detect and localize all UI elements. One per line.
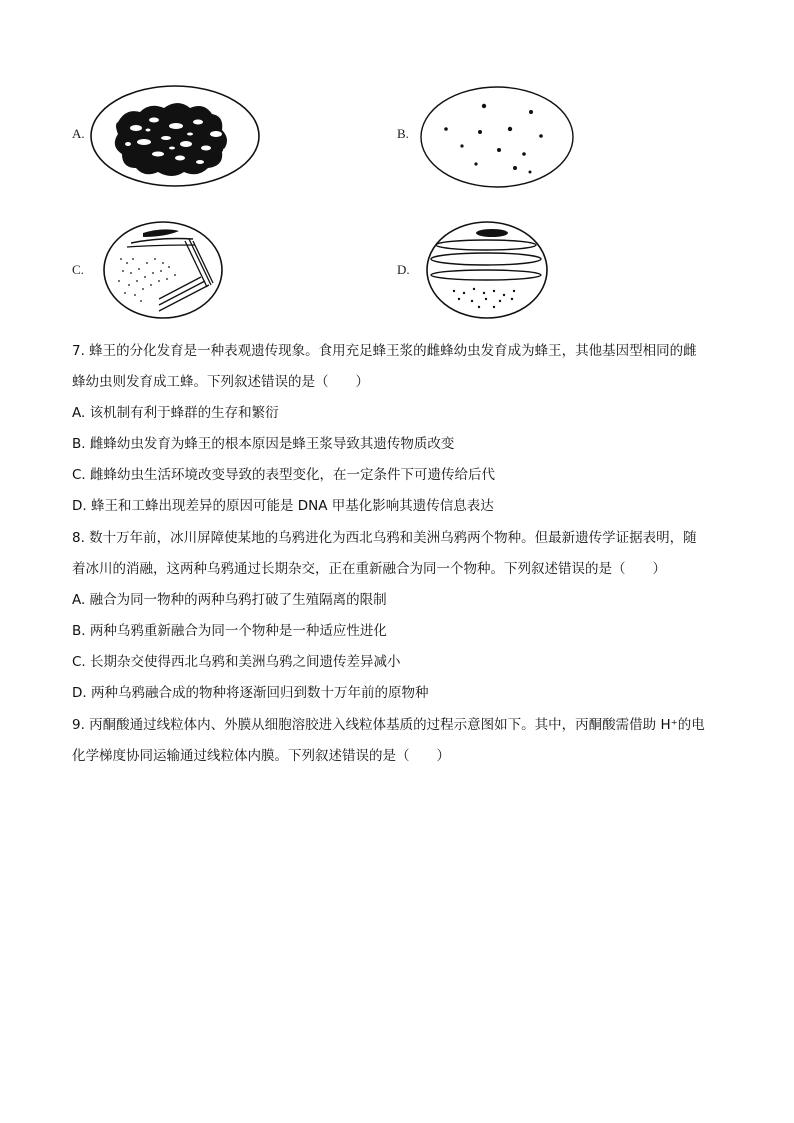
q8-option-c: C. 长期杂交使得西北乌鸦和美洲乌鸦之间遗传差异减小 bbox=[72, 654, 401, 670]
q8-option-a: A. 融合为同一物种的两种乌鸦打破了生殖隔离的限制 bbox=[72, 592, 387, 608]
q8-stem-line-2: 着冰川的消融，这两种乌鸦通过长期杂交，正在重新融合为同一个物种。下列叙述错误的是（ ） bbox=[72, 561, 666, 577]
q7-option-d: D. 蜂王和工蜂出现差异的原因可能是 DNA 甲基化影响其遗传信息表达 bbox=[72, 498, 494, 514]
option-label-a: A. bbox=[72, 126, 85, 141]
option-label-b: B. bbox=[397, 126, 409, 141]
q7-option-b: B. 雌蜂幼虫发育为蜂王的根本原因是蜂王浆导致其遗传物质改变 bbox=[72, 436, 455, 452]
q8-stem-line-1: 8. 数十万年前，冰川屏障使某地的乌鸦进化为西北乌鸦和美洲乌鸦两个物种。但最新遗传学证据表明，随 bbox=[72, 530, 697, 546]
plate-b-scattered-colonies bbox=[418, 84, 576, 190]
q9-stem-line-1: 9. 丙酮酸通过线粒体内、外膜从细胞溶胶进入线粒体基质的过程示意图如下。其中，丙酮酸需借助 H⁺的电 bbox=[72, 717, 705, 733]
option-label-d: D. bbox=[397, 262, 410, 277]
plate-c-streak-plate bbox=[101, 219, 225, 321]
q9-stem-line-2: 化学梯度协同运输通过线粒体内膜。下列叙述错误的是（ ） bbox=[72, 748, 450, 764]
plate-a-dense-growth bbox=[88, 82, 263, 190]
q7-option-a: A. 该机制有利于蜂群的生存和繁衍 bbox=[72, 405, 279, 421]
plate-d-parallel-streaks bbox=[424, 219, 550, 321]
option-label-c: C. bbox=[72, 262, 84, 277]
q7-stem-line-2: 蜂幼虫则发育成工蜂。下列叙述错误的是（ ） bbox=[72, 374, 369, 390]
q7-stem-line-1: 7. 蜂王的分化发育是一种表观遗传现象。食用充足蜂王浆的雌蜂幼虫发育成为蜂王，其他基因型相同的雌 bbox=[72, 343, 697, 359]
q7-option-c: C. 雌蜂幼虫生活环境改变导致的表型变化，在一定条件下可遗传给后代 bbox=[72, 467, 496, 483]
q8-option-d: D. 两种乌鸦融合成的物种将逐渐回归到数十万年前的原物种 bbox=[72, 685, 429, 701]
q8-option-b: B. 两种乌鸦重新融合为同一个物种是一种适应性进化 bbox=[72, 623, 387, 639]
